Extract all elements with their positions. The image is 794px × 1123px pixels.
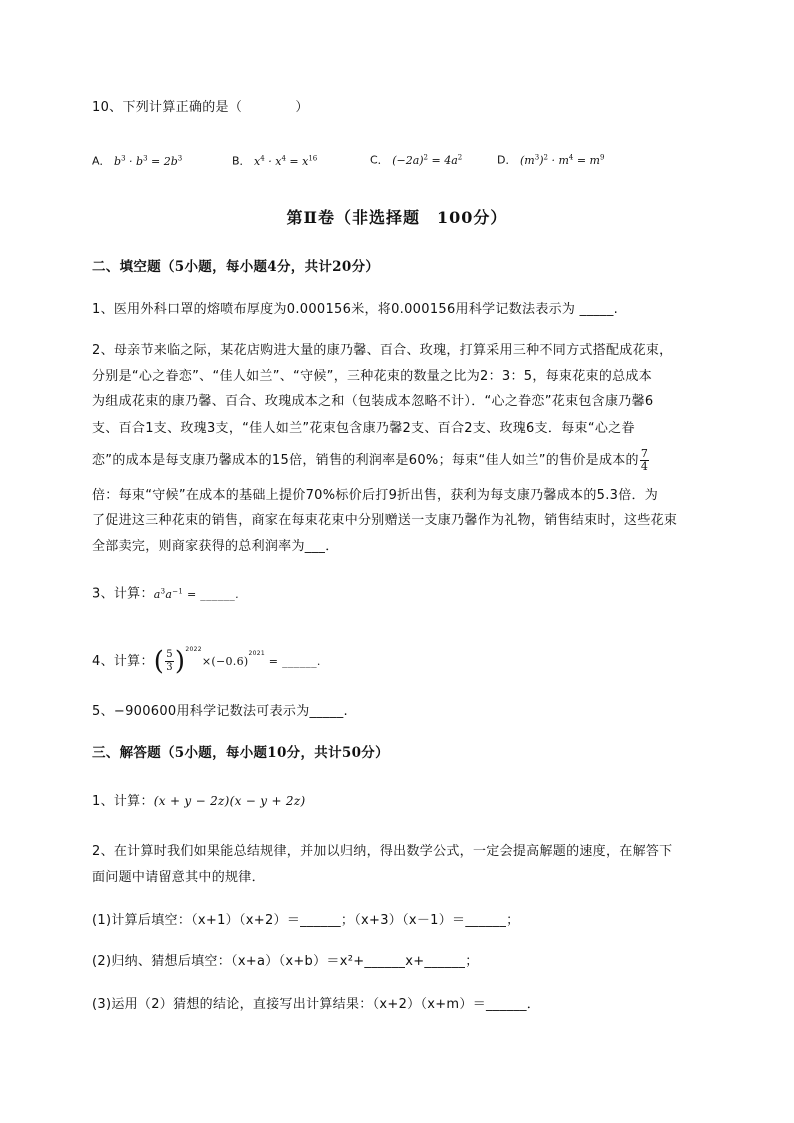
- q10-stem: 10、下列计算正确的是（ ）: [92, 100, 309, 115]
- fraction-seven-fourths: [640, 448, 649, 473]
- s2-q2-line-7: 了促进这三种花束的销售，商家在每束花束中分别赠送一支康乃馨作为礼物，销售结束时，这些花束: [92, 513, 678, 528]
- fraction-numerator: 5: [166, 649, 173, 660]
- option-expr: $x^4 \cdot x^4 = x^{16}$: [254, 154, 318, 168]
- s2-q4-prefix: 4、计算：: [92, 654, 154, 669]
- s2-q2-line-1: 2、母亲节来临之际，某花店购进大量的康乃馨、百合、玫瑰，打算采用三种不同方式搭配成花束，: [92, 343, 673, 358]
- exponent: 2022: [185, 646, 202, 653]
- option-expr: $(-2a)^2 = 4a^2$: [392, 153, 463, 167]
- s2-q2-line-4: 支、百合1支、玫瑰3支，“佳人如兰”花束包含康乃馨2支、百合2支、玫瑰6支．每束“心之眷: [92, 421, 635, 436]
- q10-option-a: [92, 150, 182, 170]
- s3-q2-sub1: (1)计算后填空：（x+1）（x+2）＝______；（x+3）（x－1）＝______；: [92, 913, 520, 928]
- s3-q2-sub3: (3)运用（2）猜想的结论，直接写出计算结果：（x+2）（x+m）＝______．: [92, 997, 541, 1012]
- option-label: D．: [497, 153, 517, 167]
- fraction-denominator: 4: [640, 460, 649, 473]
- s3-q2-line-1: 2、在计算时我们如果能总结规律，并加以归纳，得出数学公式，一定会提高解题的速度，在解答下: [92, 844, 673, 859]
- s3-q1: [92, 791, 305, 812]
- q10-option-d: [497, 149, 604, 169]
- option-label: B．: [232, 154, 251, 168]
- left-paren: (: [153, 646, 165, 677]
- s2-q3-prefix: 3、计算：: [92, 586, 154, 602]
- s3-q2-line-2: 面问题中请留意其中的规律．: [92, 870, 265, 885]
- fraction-five-thirds: [165, 649, 174, 674]
- option-label: C．: [370, 153, 389, 167]
- part2-title: 第Ⅱ卷（非选择题 100分）: [286, 208, 508, 227]
- s3-q2-sub2: (2)归纳、猜想后填空：（x+a）（x+b）＝x²+______x+______；: [92, 954, 479, 969]
- s3-q1-prefix: 1、计算：: [92, 794, 154, 809]
- s2-q1: 1、医用外科口罩的熔喷布厚度为0.000156米，将0.000156用科学记数法表示为 _____.: [92, 302, 619, 317]
- s2-q4-tail: = ______.: [264, 655, 321, 668]
- section3-heading: 三、解答题（5小题，每小题10分，共计50分）: [92, 745, 389, 761]
- s2-q4: [92, 640, 321, 677]
- s2-q2-line-6: 倍：每束“守候”在成本的基础上提价70%标价后打9折出售，获利为每支康乃馨成本的5.3倍．为: [92, 488, 659, 503]
- s2-q2-line-3: 为组成花束的康乃馨、百合、玫瑰成本之和（包装成本忽略不计）．“心之眷恋”花束包含康乃馨6: [92, 394, 654, 409]
- q10-option-b: [232, 150, 317, 170]
- exponent: 2021: [248, 650, 265, 657]
- s2-q3-expr: $a^3a^{-1}$ = ______.: [153, 587, 239, 601]
- fraction-numerator: 7: [640, 447, 649, 460]
- s2-q2-line-8: 全部卖完，则商家获得的总利润率为___．: [92, 539, 339, 554]
- s2-q2-line-5-text: 恋”的成本是每支康乃馨成本的15倍，销售的利润率是60%；每束“佳人如兰”的售价是成本的: [92, 453, 639, 468]
- option-expr: $(m^3)^2 \cdot m^4 = m^9$: [519, 153, 605, 167]
- s2-q2-line-2: 分别是“心之眷恋”、“佳人如兰”、“守候”，三种花束的数量之比为2：3：5，每束花束的总成本: [92, 369, 653, 384]
- s2-q5: 5、−900600用科学记数法可表示为_____.: [92, 704, 348, 719]
- fraction-denominator: 3: [166, 662, 173, 673]
- s3-q1-expr: (x + y − 2z)(x − y + 2z): [153, 794, 306, 808]
- option-label: A．: [92, 154, 111, 168]
- section2-heading: 二、填空题（5小题，每小题4分，共计20分）: [92, 259, 380, 275]
- right-paren: ): [174, 646, 186, 677]
- q10-option-c: [370, 149, 462, 169]
- s2-q2-line-5: [92, 448, 650, 473]
- s2-q4-mid: ×(−0.6): [201, 655, 249, 668]
- s2-q3: [92, 581, 239, 605]
- option-expr: $b^3 \cdot b^3 = 2b^3$: [114, 154, 183, 168]
